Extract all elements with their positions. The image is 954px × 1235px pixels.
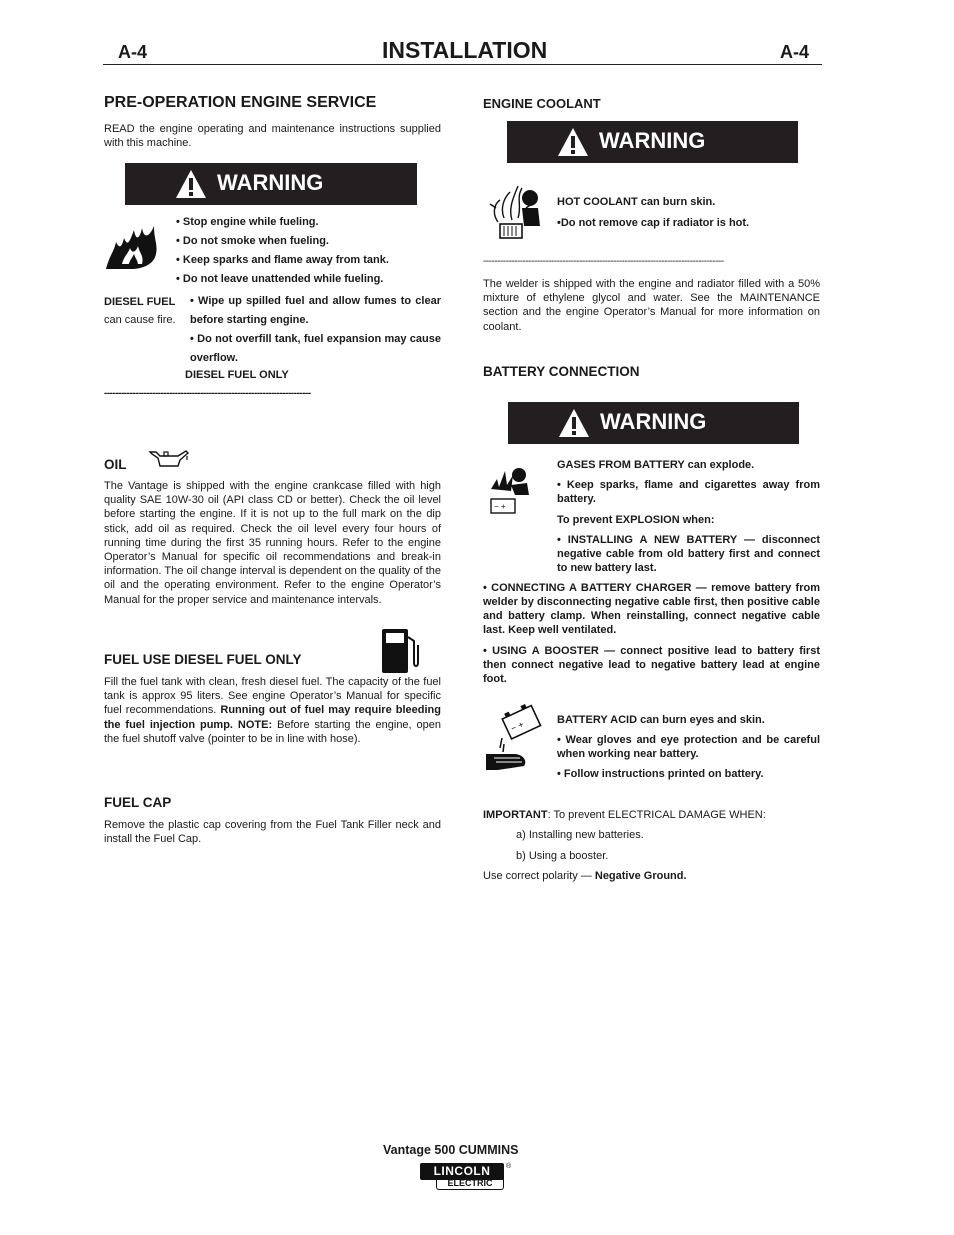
fuel-pump-icon (380, 627, 420, 675)
flame-icon (104, 224, 160, 270)
fuel-bullet: • Do not smoke when fueling. (176, 235, 329, 247)
fuel-bullet: • Stop engine while fueling. (176, 216, 319, 228)
important-item: a) Installing new batteries. (516, 829, 644, 841)
lincoln-logo (420, 1163, 512, 1192)
pre-op-title: PRE-OPERATION ENGINE SERVICE (104, 94, 377, 111)
battery-warning-text: To prevent EXPLOSION when: (557, 514, 715, 526)
warning-label: WARNING (600, 409, 707, 434)
fuel-text-part: Fill the fuel tank with clean, fresh diesel fuel. The capacity of the fuel tank is approx 95 liters. See engine Operator’s Manual for specific fuel recommendations. (104, 676, 441, 717)
diesel-caption: can cause fire. (104, 314, 176, 326)
acid-warning-text: • Wear gloves and eye protection and be careful when working near battery. (557, 734, 820, 760)
battery-warning-text: • CONNECTING A BATTERY CHARGER — remove battery from welder by disconnecting negative cable first, then positive cable and battery clamp. When reinstalling, connect negative cable last. Keep well ventilated. (483, 582, 820, 636)
coolant-title: ENGINE COOLANT (483, 96, 601, 111)
page-number-right: A-4 (780, 42, 810, 62)
warning-triangle-icon (557, 127, 589, 157)
oil-can-icon (148, 448, 190, 470)
fuel-cap-text: Remove the plastic cap covering from the Fuel Tank Filler neck and install the Fuel Cap. (104, 819, 441, 846)
acid-warning-text: • Follow instructions printed on battery. (557, 768, 764, 780)
diesel-only-label: DIESEL FUEL ONLY (185, 369, 289, 381)
coolant-text: The welder is shipped with the engine and radiator filled with a 50% mixture of ethylene glycol and water. See the MAINTENANCE section and the engine Operator’s Manual for more information on coolant. (483, 278, 820, 333)
warning-triangle-icon (175, 169, 207, 199)
battery-warning-text: • USING A BOOSTER — connect positive lead to battery first then connect negative lead to negative battery lead at engine foot. (483, 645, 820, 685)
oil-text: The Vantage is shipped with the engine crankcase filled with high quality SAE 10W-30 oil (API class CD or better). Check the oil level before starting the engine. If it is not up to the full mark on the dip stick, add oil as required. Check the oil level every four hours of running time during the first 35 running hours. Refer to the engine Operator’s Manual for specific oil recommendations and break-in information. The oil change interval is dependent on the quality of the oil and the operating environment. Refer to the engine Operator’s Manual for the proper service and maintenance intervals. (104, 480, 441, 606)
important-note (483, 808, 766, 822)
pre-op-text: READ the engine operating and maintenance instructions supplied with this machine. (104, 123, 441, 150)
fuel-text-part: Before starting the engine, open the fuel shutoff valve (pointer to be in line with hose). (104, 718, 441, 745)
battery-warning-text: • Keep sparks, flame and cigarettes away from battery. (557, 479, 820, 505)
svg-text:− +: − + (509, 719, 526, 734)
footer-model: Vantage 500 CUMMINS (383, 1143, 519, 1157)
fuel-bullet: • Wipe up spilled fuel and allow fumes to clear before starting engine. (190, 295, 441, 326)
polarity-text: Use correct polarity — (483, 870, 595, 882)
fuel-text (104, 675, 441, 746)
fuel-bullet: • Keep sparks and flame away from tank. (176, 254, 389, 266)
coolant-warning-text: •Do not remove cap if radiator is hot. (557, 217, 750, 229)
page-title: INSTALLATION (382, 37, 548, 63)
battery-title: BATTERY CONNECTION (483, 364, 640, 379)
important-text: : To prevent ELECTRICAL DAMAGE WHEN: (547, 809, 766, 821)
page-number-left: A-4 (118, 42, 148, 62)
oil-title: OIL (104, 457, 127, 472)
svg-text:− +: − + (494, 502, 506, 511)
separator-dashes: ------------------------------------------------------------------------- (104, 388, 311, 399)
warning-triangle-icon (558, 408, 590, 438)
warning-label: WARNING (599, 128, 706, 153)
important-item: b) Using a booster. (516, 850, 609, 862)
hot-coolant-icon (488, 178, 544, 244)
polarity-bold: Negative Ground. (594, 870, 687, 882)
logo-top: LINCOLN (420, 1163, 504, 1180)
fuel-cap-title: FUEL CAP (104, 795, 172, 810)
logo-reg: ® (506, 1163, 512, 1170)
battery-warning-text: • INSTALLING A NEW BATTERY — disconnect negative cable from old battery first and connect to new battery last. (557, 534, 820, 574)
separator-dashes: ------------------------------------------------------------------------------------- (483, 256, 724, 267)
warning-label: WARNING (217, 170, 324, 195)
header-rule (103, 64, 822, 65)
fuel-bullet: • Do not leave unattended while fueling. (176, 273, 384, 285)
fuel-title: FUEL USE DIESEL FUEL ONLY (104, 652, 302, 667)
important-label: IMPORTANT (483, 809, 548, 821)
fuel-text-bold: Running out of fuel may require bleeding the fuel injection pump. NOTE: (104, 704, 441, 731)
polarity-note (483, 869, 687, 883)
battery-warning-text: GASES FROM BATTERY can explode. (557, 459, 755, 471)
diesel-caption: DIESEL FUEL (104, 296, 176, 308)
fuel-warning-banner (125, 163, 417, 205)
battery-warning-banner (508, 402, 799, 444)
logo-bottom: ELECTRIC (436, 1178, 504, 1190)
fuel-bullet: • Do not overfill tank, fuel expansion may cause overflow. (190, 333, 441, 364)
coolant-warning-banner (507, 121, 798, 163)
acid-warning-text: BATTERY ACID can burn eyes and skin. (557, 714, 765, 726)
coolant-warning-text: HOT COOLANT can burn skin. (557, 196, 716, 208)
battery-explosion-icon (487, 465, 535, 515)
battery-acid-icon (484, 704, 548, 774)
